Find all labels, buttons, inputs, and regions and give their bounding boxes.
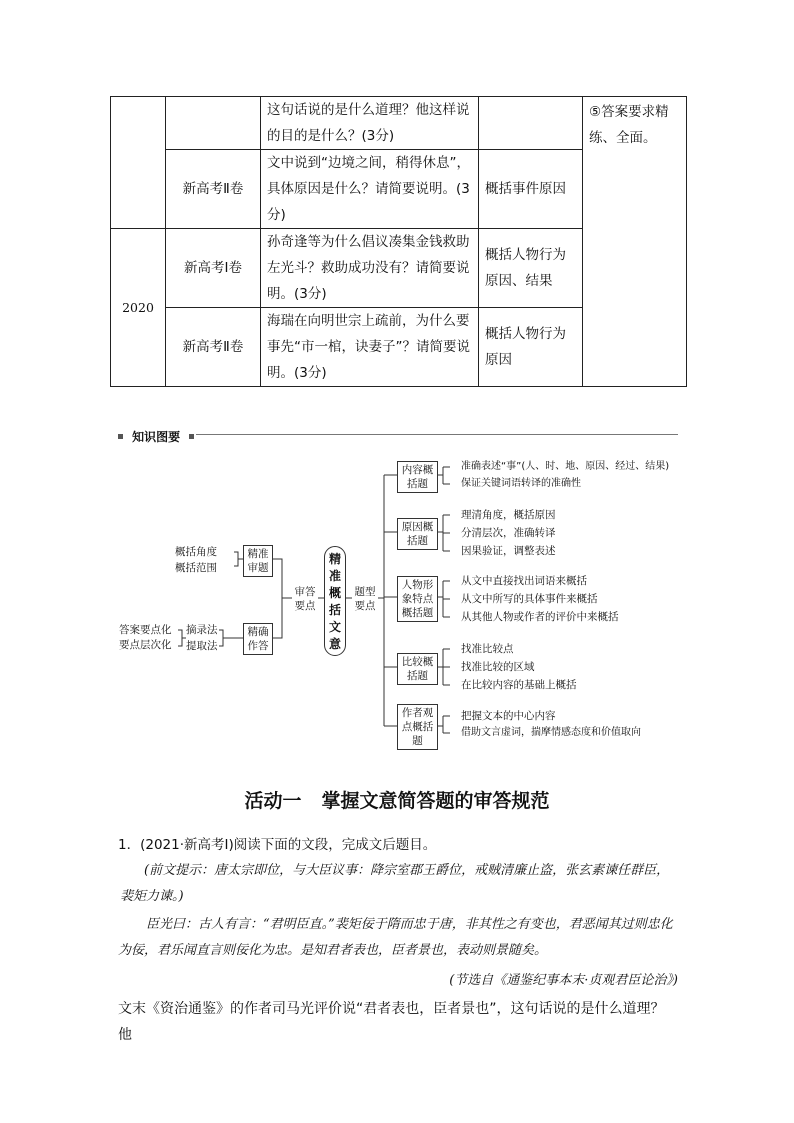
diagram-label: 概括角度 <box>175 546 217 558</box>
exam-cell: 新高考Ⅱ卷 <box>166 150 261 229</box>
type-cell: 概括人物行为原因 <box>479 308 583 387</box>
type-point: 借助文言虚词，揣摩情感态度和价值取向 <box>461 727 641 738</box>
knowledge-diagram <box>0 448 794 758</box>
requirement-cell: ⑤答案要求精练、全面。 <box>583 97 687 387</box>
table-row <box>111 97 687 150</box>
type-name: 人物形象特点概括题 <box>401 579 434 619</box>
box-zuoda <box>243 623 273 655</box>
label-shenda: 审答要点 <box>294 586 316 612</box>
core-label: 精准概括文意 <box>329 552 342 651</box>
type-box-viewpoint <box>397 704 438 750</box>
type-point: 从文中所写的具体事件来概括 <box>461 593 598 605</box>
type-point: 准确表述“事”(人、时、地、原因、经过、结果) <box>461 461 670 472</box>
type-point: 在比较内容的基础上概括 <box>461 679 577 691</box>
diagram-label: 提取法 <box>186 640 218 652</box>
type-cell <box>479 97 583 150</box>
question-cell: 海瑞在向明世宗上疏前，为什么要事先“市一棺，诀妻子”？请简要说明。(3分) <box>261 308 479 387</box>
excerpt-source: (节选自《通鉴纪事本末·贞观君臣论治》) <box>449 973 678 988</box>
question-intro: 1．(2021·新高考Ⅰ)阅读下面的文段，完成文后题目。 <box>118 837 437 853</box>
bullet-square-icon <box>118 434 123 439</box>
context-note: (前文提示：唐太宗即位，与大臣议事：降宗室郡王爵位，戒贼清廉止盗，张玄素谏任群臣，裴矩力谏。) <box>120 863 670 904</box>
type-point: 把握文本的中心内容 <box>461 710 556 722</box>
year-cell: 2020 <box>111 229 166 387</box>
type-cell: 概括人物行为原因、结果 <box>479 229 583 308</box>
type-cell: 概括事件原因 <box>479 150 583 229</box>
type-point: 找准比较点 <box>461 643 514 655</box>
diagram-label: 答案要点化 <box>119 624 172 636</box>
box-label: 精确作答 <box>247 626 269 652</box>
activity-heading: 掌握文意简答题的审答规范 <box>321 790 550 812</box>
label-tixing: 题型要点 <box>354 586 376 612</box>
bullet-square-icon <box>189 434 194 439</box>
divider <box>196 434 678 435</box>
type-point: 分清层次，准确转译 <box>461 527 556 539</box>
type-point: 因果验证，调整表述 <box>461 545 556 557</box>
section-title: 知识图要 <box>132 430 181 444</box>
type-point: 从文中直接找出词语来概括 <box>461 575 587 587</box>
type-name: 比较概括题 <box>401 656 434 682</box>
activity-title <box>0 786 794 813</box>
activity-label: 活动一 <box>244 790 302 812</box>
exam-table <box>110 96 687 387</box>
section-header <box>118 426 678 442</box>
type-point: 保证关键词语转译的准确性 <box>461 478 581 489</box>
type-point: 找准比较的区域 <box>461 661 535 673</box>
diagram-label: 要点层次化 <box>119 639 172 651</box>
exam-cell <box>166 97 261 150</box>
box-shenti <box>243 545 273 577</box>
box-label: 精准审题 <box>247 548 269 574</box>
type-point: 理清角度，概括原因 <box>461 509 556 521</box>
diagram-label: 概括范围 <box>175 562 217 574</box>
type-box-reason <box>397 518 438 550</box>
exam-cell: 新高考Ⅱ卷 <box>166 308 261 387</box>
core-node <box>324 546 346 656</box>
question-text: 文末《资治通鉴》的作者司马光评价说“君者表也，臣者景也”，这句话说的是什么道理？他 <box>118 1001 665 1043</box>
type-name: 内容概括题 <box>401 464 434 490</box>
type-point: 从其他人物或作者的评价中来概括 <box>461 611 619 623</box>
type-box-character <box>397 576 438 622</box>
question-cell: 这句话说的是什么道理？他这样说的目的是什么？(3分) <box>261 97 479 150</box>
excerpt-text: 臣光曰：古人有言：“君明臣直。”裴矩佞于隋而忠于唐，非其性之有变也，君恶闻其过则忠化为佞，君乐闻直言则佞化为忠。是知君者表也，臣者景也，表动则景随矣。 <box>118 917 673 958</box>
question-cell: 孙奇逢等为什么倡议凑集金钱救助左光斗？救助成功没有？请简要说明。(3分) <box>261 229 479 308</box>
diagram-label: 摘录法 <box>186 624 218 636</box>
exam-cell: 新高考Ⅰ卷 <box>166 229 261 308</box>
year-cell <box>111 97 166 229</box>
type-box-compare <box>397 653 438 685</box>
type-name: 原因概括题 <box>401 521 434 547</box>
type-box-content <box>397 461 438 493</box>
question-cell: 文中说到“边境之间，稍得休息”，具体原因是什么？请简要说明。(3分) <box>261 150 479 229</box>
type-name: 作者观点概括题 <box>401 707 434 747</box>
